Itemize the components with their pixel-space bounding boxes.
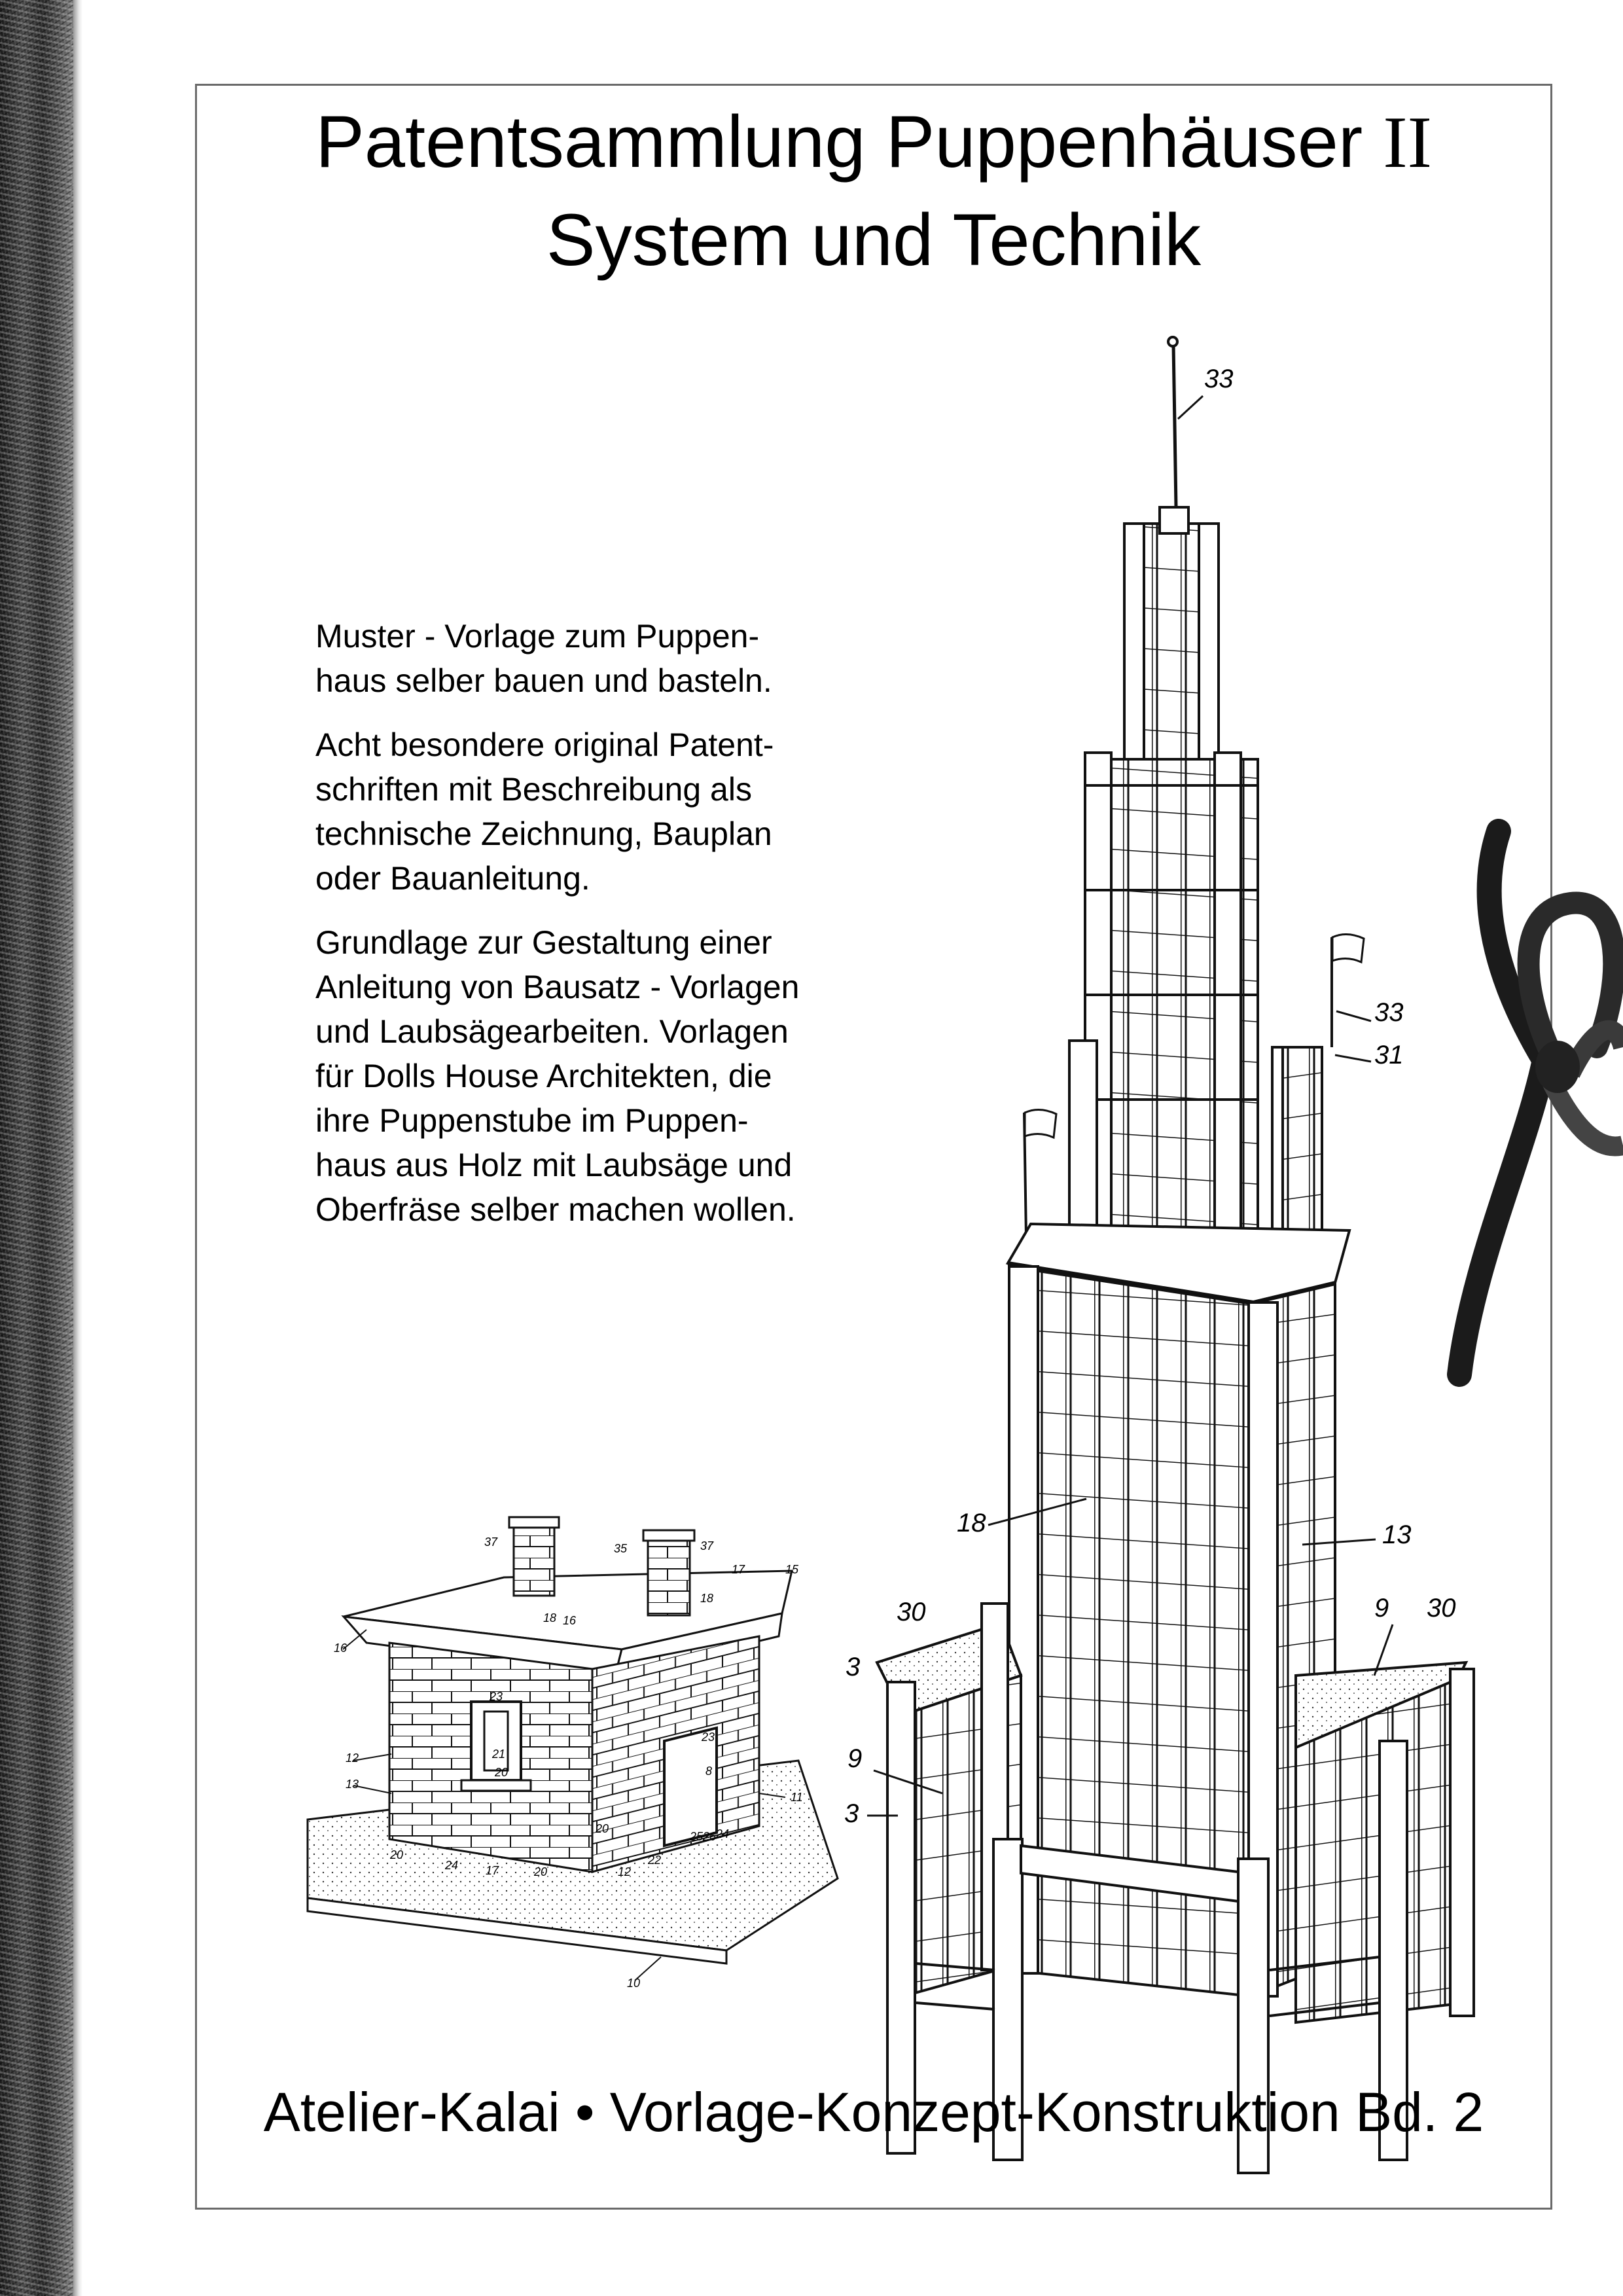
setback-wing-right [1283,1047,1322,1237]
label-roof-right: 15 [785,1563,799,1576]
label-front-base: 12 [618,1865,632,1878]
label-base-d: 20 [534,1865,548,1878]
window-sill [461,1780,531,1791]
antenna [1173,344,1176,507]
label-chimney-right: 37 [700,1539,714,1552]
wing-right-back-post [1450,1669,1474,2016]
label-roof-center: 35 [614,1542,628,1555]
label-chimney-left: 37 [484,1535,498,1549]
cover-footer: Atelier-Kalai • Vorlage-Konzept-Konstruktion Bd. 2 [263,2081,1484,2143]
label-door-base-c: 26 [703,1830,717,1843]
description-paragraph-3: Grundlage zur Gestaltung einer Anleitung von Bausatz - Vorlagen und Laubsägearbeiten. Vorlagen für Dolls House Architekten, die ihre Puppenstube im Puppen- haus aus Holz mit Laubsäge und Oberfräse selber machen wollen. [315,924,800,1228]
cover-subtitle: System und Technik [546,199,1202,281]
title-text: Patentsammlung Puppenhäuser [315,101,1363,183]
label-door: 8 [705,1765,713,1778]
label-eave-left: 16 [334,1641,348,1655]
label-wall-left: 12 [346,1751,359,1765]
description-paragraph-2: Acht besondere original Patent- schriften mit Beschreibung als technische Zeichnung, Bauplan oder Bauanleitung. [315,726,774,897]
setback-post-left [1069,1041,1097,1237]
label-cornice-a: 18 [543,1611,557,1624]
label-ground-right: 11 [791,1791,803,1804]
label-corner-left: 30 [897,1598,926,1626]
chimney-right-cap [643,1530,694,1541]
label-side-left: 3 [846,1653,861,1681]
label-corner-base: 20 [596,1822,609,1835]
chimney-left-cap [509,1517,559,1528]
label-base-c: 17 [486,1864,499,1877]
label-window-top: 23 [490,1690,503,1703]
spire-cap [1160,507,1188,533]
label-cornice-b: 16 [563,1614,577,1627]
antenna-tip [1168,337,1177,346]
label-right-face: 13 [1382,1520,1412,1549]
label-door-base-b: 25 [690,1830,704,1843]
front-window-pane [484,1712,508,1770]
label-left-face: 18 [957,1509,986,1537]
ribbon-bow [1459,831,1623,1374]
label-door-base-a: 22 [648,1854,662,1867]
label-window-sill: 20 [495,1766,508,1779]
tower-drawing [877,337,1474,2173]
label-base-left: 3 [844,1799,859,1828]
label-base-a: 20 [390,1848,404,1861]
label-roof-corner: 17 [732,1563,745,1576]
label-wing-left: 9 [847,1744,863,1773]
label-post-right: 31 [1374,1041,1404,1069]
upper-post-right [1215,753,1241,1230]
house-drawing [308,1517,838,1964]
label-slab: 10 [627,1977,641,1990]
label-flag-right: 33 [1374,998,1404,1027]
label-corner-right: 30 [1427,1594,1456,1623]
label-base-b: 24 [445,1859,459,1872]
flag-left [1025,1109,1056,1138]
side-door [664,1728,717,1846]
label-antenna: 33 [1204,365,1234,393]
description-paragraph-1: Muster - Vorlage zum Puppen- haus selber bauen und basteln. [315,618,772,699]
label-cornice-c: 18 [700,1592,714,1605]
chimney-right [648,1538,690,1615]
label-door-top: 23 [702,1731,715,1744]
label-wall-left-low: 13 [346,1778,359,1791]
label-window-mid: 21 [492,1748,506,1761]
chimney-left [514,1524,554,1596]
label-door-base-d: 24 [716,1827,730,1840]
label-wing-right: 9 [1374,1594,1389,1623]
spire-post-left [1124,524,1144,792]
flag-right [1332,934,1364,962]
title-volume-numeral: II [1383,102,1432,183]
